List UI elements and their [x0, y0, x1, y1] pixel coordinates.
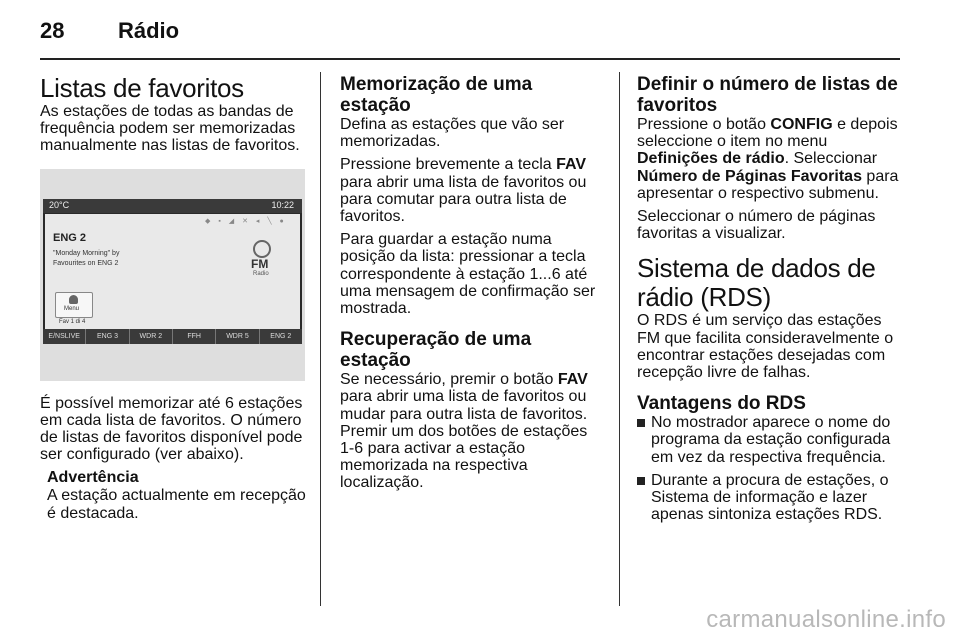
section-heading-rds: Sistema de dados de rádio (RDS)	[637, 253, 876, 313]
menu-item-name: Número de Páginas Favoritas	[637, 167, 862, 185]
column-3	[637, 74, 907, 529]
menu-item-name: Definições de rádio	[637, 150, 785, 168]
paragraph-recall	[340, 371, 605, 491]
menu-icon	[69, 295, 78, 304]
intro-paragraph: As estações de todas as bandas de frequência podem ser memorizadas manualmente nas listas de favoritos.	[40, 103, 300, 155]
list-item	[637, 472, 907, 524]
key-name: CONFIG	[770, 116, 833, 133]
rds-advantages-list	[637, 414, 907, 523]
section-heading-favorites: Listas de favoritos	[40, 73, 244, 103]
display-station-name: ENG 2	[53, 231, 87, 244]
display-band: FM	[251, 256, 269, 271]
page-number: 28	[40, 18, 65, 43]
display-preset: ENG 3	[86, 329, 129, 344]
paragraph: Para guardar a estação numa posição da lista: pressionar a tecla correspondente à estação 1...6 até uma mensagem de confirmação ser mostrada.	[340, 231, 596, 318]
list-item-text: No mostrador aparece o nome do programa da estação configurada em vez da respectiva frequência.	[651, 414, 891, 466]
paragraph: Defina as estações que vão ser memorizadas.	[340, 116, 565, 151]
section-heading-rds-advantages: Vantagens do RDS	[637, 393, 806, 415]
display-menu-button	[55, 292, 93, 318]
display-preset: WDR 5	[216, 329, 259, 344]
display-preset-bar	[43, 329, 302, 344]
display-info-line: Favourites on ENG 2	[53, 259, 119, 267]
section-heading-set-lists: Definir o número de listas de favoritos	[637, 74, 898, 116]
text: Pressione o botão	[637, 116, 771, 133]
display-fav-indicator: Fav 1 di 4	[59, 318, 86, 325]
paragraph-config	[637, 116, 907, 202]
bullet-icon	[637, 477, 645, 485]
column-1	[40, 74, 306, 528]
display-menu-label: Menu	[64, 305, 80, 312]
paragraph-fav	[340, 156, 605, 225]
text: Se necessário, premir o botão	[340, 371, 558, 389]
storage-paragraph: É possível memorizar até 6 estações em cada lista de favoritos. O número de listas de favoritos disponível pode ser configurado (ver abaixo).	[40, 394, 303, 464]
text: . Seleccionar	[784, 150, 878, 168]
text: para apresentar o respectivo submenu.	[637, 167, 899, 202]
display-status-bar	[43, 199, 302, 213]
display-main-area	[45, 214, 300, 329]
text: Pressione brevemente a tecla	[340, 156, 557, 174]
paragraph: O RDS é um serviço das estações FM que facilita consideravelmente o encontrar estações desejadas com recepção livre de falhas.	[637, 312, 894, 382]
display-preset: ENG 2	[270, 332, 292, 340]
infotainment-screen-photo	[40, 169, 305, 381]
status-icons: ◆ ▪ ◢ ✕ ◂ ╲ ●	[205, 217, 287, 225]
watermark: carmanualsonline.info	[706, 606, 946, 633]
note-title: Advertência	[47, 469, 139, 487]
display-preset: FFH	[173, 329, 216, 344]
section-heading-recall: Recuperação de uma estação	[340, 329, 532, 372]
display-info-line: "Monday Morning" by	[53, 249, 120, 257]
column-divider	[619, 72, 620, 606]
note-box	[47, 469, 306, 521]
list-item	[637, 414, 907, 466]
display-temperature: 20°C	[49, 199, 70, 210]
text: e depois seleccione o item no menu	[637, 116, 898, 151]
bullet-icon	[637, 419, 645, 427]
column-2	[340, 74, 605, 498]
text: para abrir uma lista de favoritos ou mudar para outra lista de favoritos. Premir um dos botões de estações 1-6 para activar a estação memorizada na respectiva localização.	[340, 388, 588, 492]
infotainment-display	[43, 199, 302, 344]
display-preset: E/NSLIVE	[43, 329, 86, 344]
list-item-text: Durante a procura de estações, o Sistema de informação e lazer apenas sintoniza estações RDS.	[651, 471, 889, 524]
section-heading-memorize: Memorização de uma estação	[340, 74, 533, 116]
chapter-title: Rádio	[118, 18, 180, 43]
display-preset: WDR 2	[130, 329, 173, 344]
paragraph: Seleccionar o número de páginas favoritas a visualizar.	[637, 208, 876, 243]
header-rule	[40, 58, 900, 60]
key-name: FAV	[556, 156, 587, 174]
display-band-sub: Radio	[253, 270, 269, 277]
text: para abrir uma lista de favoritos ou para comutar para outra lista de favoritos.	[340, 173, 587, 226]
radio-signal-icon	[253, 240, 271, 258]
column-divider	[320, 72, 321, 606]
display-time: 10:22	[271, 199, 294, 210]
note-text: A estação actualmente em recepção é destacada.	[47, 487, 306, 522]
key-name: FAV	[557, 371, 588, 389]
